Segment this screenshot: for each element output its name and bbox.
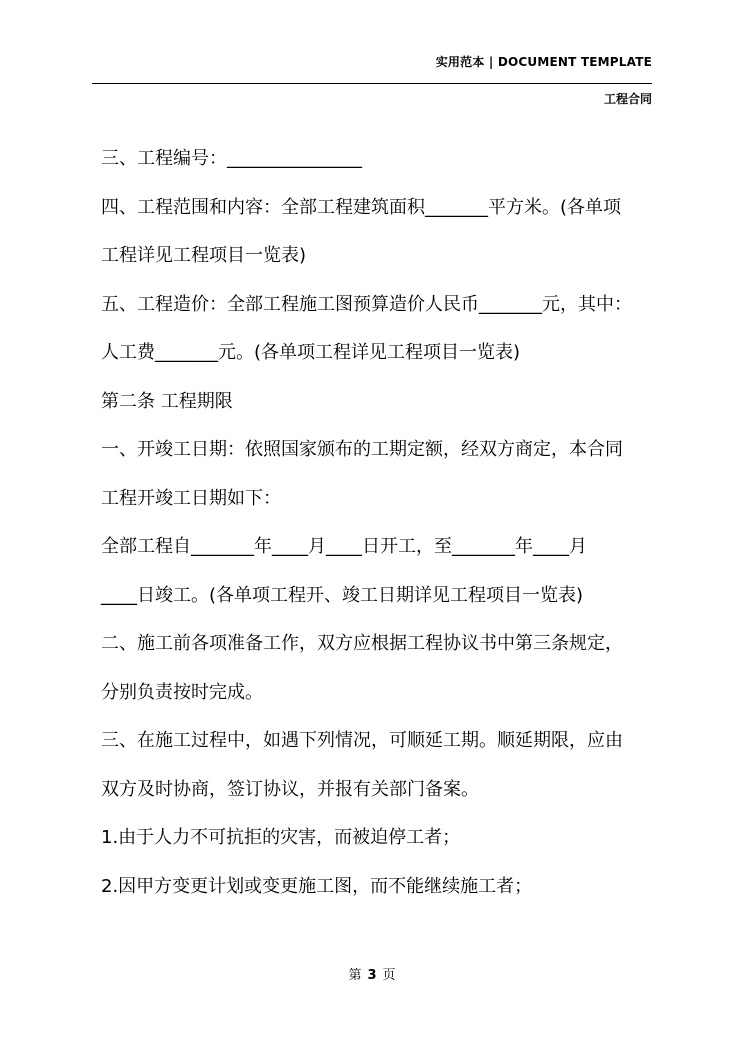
line-project-scope-cont: 工程详见工程项目一览表) [101,245,307,266]
footer-prefix: 第 [348,968,362,983]
line-start-end-dates-cont: 工程开竣工日期如下： [101,487,281,509]
line-date-fill-in: 全部工程自_______年____月____日开工，至_______年____月 [101,536,587,557]
section-heading-article-2: 第二条 工程期限 [101,390,233,412]
footer-suffix: 页 [382,968,396,983]
header-subtitle: 工程合同 [603,92,652,106]
list-item-plan-change: 2.因甲方变更计划或变更施工图，而不能继续施工者； [101,875,533,897]
line-start-end-dates: 一、开竣工日期：依照国家颁布的工期定额，经双方商定，本合同 [101,439,623,460]
header-document-template: 实用范本 | DOCUMENT TEMPLATE [435,55,652,69]
line-project-cost-cont: 人工费_______元。(各单项工程详见工程项目一览表) [101,342,521,363]
line-date-fill-in-cont: ____日竣工。(各单项工程开、竣工日期详见工程项目一览表) [101,584,584,606]
line-preparation-work: 二、施工前各项准备工作，双方应根据工程协议书中第三条规定， [101,633,623,654]
line-extension-conditions: 三、在施工过程中，如遇下列情况，可顺延工期。顺延期限，应由 [101,730,623,751]
line-extension-conditions-cont: 双方及时协商，签订协议，并报有关部门备案。 [101,778,479,800]
line-project-number: 三、工程编号：_______________ [101,148,362,169]
list-item-force-majeure: 1.由于人力不可抗拒的灾害，而被迫停工者； [101,827,461,848]
line-project-scope: 四、工程范围和内容：全部工程建筑面积_______平方米。(各单项 [101,196,622,218]
line-preparation-work-cont: 分别负责按时完成。 [101,681,263,703]
page-number: 3 [367,968,377,983]
page-footer [0,964,744,983]
header-divider [92,83,652,84]
contract-body [101,135,652,911]
line-project-cost: 五、工程造价：全部工程施工图预算造价人民币_______元，其中： [101,293,632,315]
